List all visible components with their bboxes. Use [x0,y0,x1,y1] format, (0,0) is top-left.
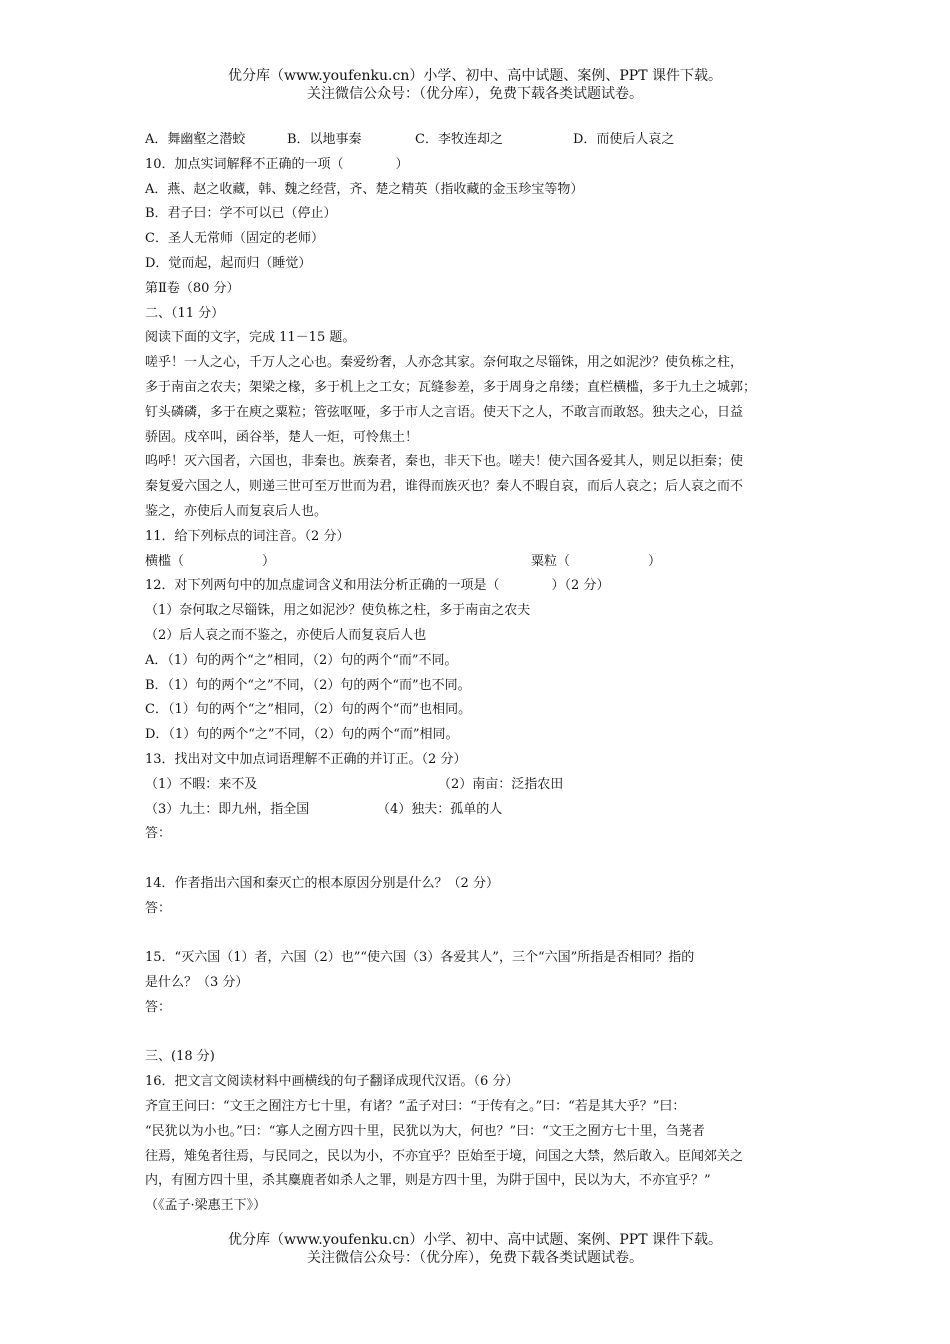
passage3-line: 往焉，雉兔者往焉，与民同之，民以为小，不亦宜乎？臣始至于境，问国之大禁，然后敢入。臣闻郊关之 [145,1148,744,1164]
q11-items [145,550,825,575]
q10-option-a: A．燕、赵之收藏，韩、魏之经营，齐、楚之精英（指收藏的金玉珍宝等物） [145,181,584,197]
q13-row-2 [145,798,825,823]
q10-stem: 10．加点实词解释不正确的一项（ ） [145,156,409,172]
exam-content [145,128,825,1219]
part3-section: 三、(18 分) [145,1049,215,1065]
passage2-line: 秦复爱六国之人，则递三世可至万世而为君，谁得而族灭也？秦人不暇自哀，而后人哀之；后人哀之而不 [145,479,744,495]
q9-options [145,128,825,153]
q9-option-d: D．而使后人哀之 [573,132,675,147]
passage3-line: 内，有囿方四十里，杀其麋鹿者如杀人之罪，则是方四十里，为阱于国中，民以为大，不亦宜乎？” [145,1173,711,1189]
q9-option-c: C．李牧连却之 [415,132,503,147]
q10-option-b: B．君子曰：学不可以已（停止） [145,206,337,222]
passage1-line: 骄固。戍卒叫，函谷举，楚人一炬，可怜焦土！ [145,429,419,445]
q13-item-3: （3）九土：即九州，指全国 [145,801,310,817]
q12-stem: 12．对下列两句中的加点虚词含义和用法分析正确的一项是（ ）（2 分） [145,578,610,594]
header-line-2: 关注微信公众号：（优分库），免费下载各类试题试卷。 [307,86,643,102]
passage3-line: 齐宣王问曰：“文王之囿注方七十里，有诸？”孟子对曰：“于传有之。”曰：“若是其大乎？”曰： [145,1099,686,1115]
part2-title: 第Ⅱ卷（80 分） [145,280,240,296]
passage2-line: 呜呼！灭六国者，六国也，非秦也。族秦者，秦也，非天下也。嗟夫！使六国各爱其人，则足以拒秦；使 [145,454,744,470]
q12-option-a: A．（1）句的两个“之”相同，（2）句的两个“而”不同。 [145,652,458,668]
passage3-line: “民犹以为小也。”曰：“寡人之囿方四十里，民犹以为大，何也？”曰：“文王之囿方七十里，刍荛者 [145,1123,705,1139]
part2-section: 二、（11 分） [145,305,225,321]
q12-sentence-2: （2）后人哀之而不鉴之，亦使后人而复哀后人也 [145,627,427,643]
passage3-source: （《孟子·梁惠王下》） [145,1198,267,1214]
q13-stem: 13．找出对文中加点词语理解不正确的并订正。（2 分） [145,751,467,767]
part2-intro: 阅读下面的文字，完成 11－15 题。 [145,330,356,346]
q12-option-d: D．（1）句的两个“之”不同，（2）句的两个“而”相同。 [145,727,459,743]
q10-option-d: D．觉而起，起而归（睡觉） [145,255,312,271]
passage1-line: 嗟乎！一人之心，千万人之心也。秦爱纷奢，人亦念其家。奈何取之尽锱铢，用之如泥沙？使负栋之柱， [145,355,744,371]
q14-stem: 14．作者指出六国和秦灭亡的根本原因分别是什么？（2 分） [145,875,499,891]
q9-option-a: A．舞幽壑之潜蛟 [145,132,246,147]
passage2-line: 鉴之，亦使后人而复哀后人也。 [145,503,328,519]
q11-stem: 11．给下列标点的词注音。（2 分） [145,528,350,544]
passage1-line: 钉头磷磷，多于在庾之粟粒；管弦呕哑，多于市人之言语。使天下之人，不敢言而敢怒。独夫之心，日益 [145,404,744,420]
q12-sentence-1: （1）奈何取之尽锱铢，用之如泥沙？使负栋之柱，多于南亩之农夫 [145,603,531,619]
page-header [0,67,950,103]
passage1-line: 多于南亩之农夫；架梁之椽，多于机上之工女；瓦缝参差，多于周身之帛缕；直栏横槛，多于九土之城郭； [145,379,757,395]
header-line-1: 优分库（www.youfenku.cn）小学、初中、高中试题、案例、PPT 课件下载。 [227,68,722,84]
q13-item-2: （2）南亩：泛指农田 [438,776,564,792]
q13-answer: 答： [145,826,172,842]
q11-item-2: 粟粒（ ） [531,553,662,569]
q9-option-b: B．以地事秦 [287,132,362,147]
q16-stem: 16．把文言文阅读材料中画横线的句子翻译成现代汉语。（6 分） [145,1074,519,1090]
q13-row-1 [145,773,825,798]
q10-option-c: C．圣人无常师（固定的老师） [145,231,324,247]
q11-item-1: 横槛（ ） [145,553,276,569]
footer-line-1: 优分库（www.youfenku.cn）小学、初中、高中试题、案例、PPT 课件下载。 [227,1232,722,1248]
footer-line-2: 关注微信公众号：（优分库），免费下载各类试题试卷。 [307,1250,643,1266]
q12-option-c: C．（1）句的两个“之”相同，（2）句的两个“而”也相同。 [145,702,472,718]
page-footer [0,1231,950,1267]
q15-stem: 15．“灭六国（1）者，六国（2）也”“使六国（3）各爱其人”，三个“六国”所指是否相同？指的 [145,950,695,966]
q15-stem-cont: 是什么？（3 分） [145,975,249,991]
q12-option-b: B．（1）句的两个“之”不同，（2）句的两个“而”也不同。 [145,677,471,693]
q14-answer: 答： [145,900,172,916]
q13-item-4: （4）独夫：孤单的人 [377,801,503,817]
q13-item-1: （1）不暇：来不及 [145,776,258,792]
q15-answer: 答： [145,999,172,1015]
